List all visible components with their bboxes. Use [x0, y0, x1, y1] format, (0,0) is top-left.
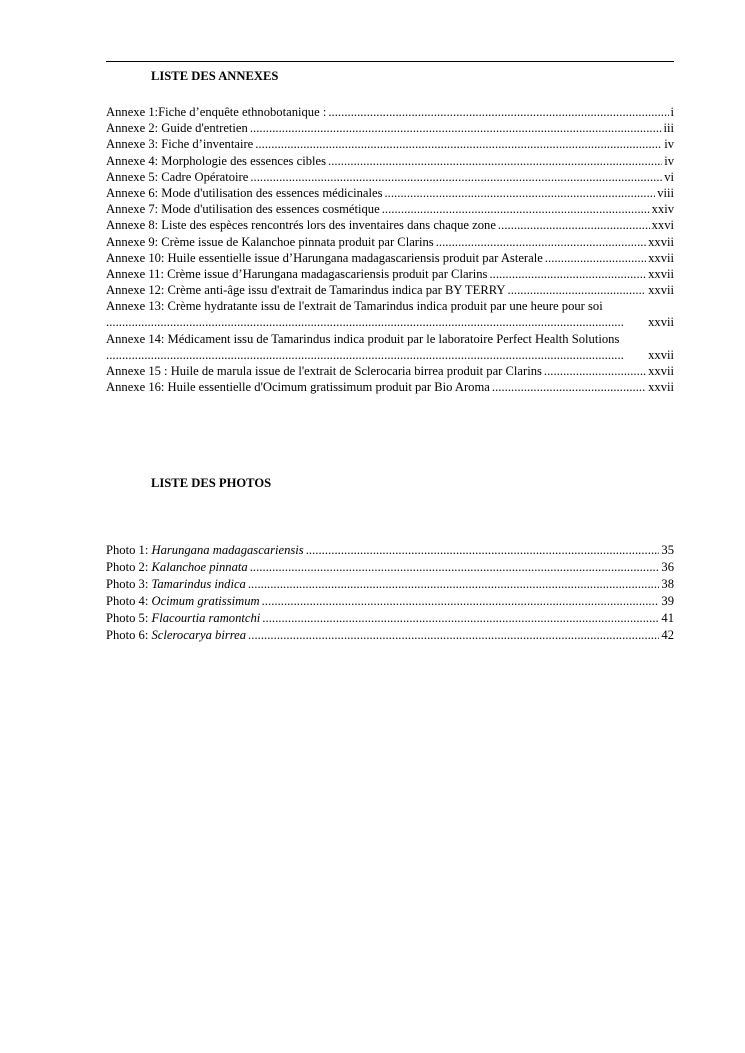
dot-leader [262, 610, 659, 627]
toc-entry-annexe-16[interactable] [106, 379, 674, 395]
dot-leader [492, 379, 646, 395]
toc-entry-annexe-13-continuation[interactable] [106, 314, 674, 330]
toc-entry-annexe-10[interactable] [106, 250, 674, 266]
toc-entry-page: iv [664, 137, 674, 152]
toc-entry-page: 42 [661, 628, 674, 642]
species-name: Sclerocarya birrea [151, 628, 247, 642]
toc-entry-page: 38 [661, 577, 674, 591]
toc-entry-page: 36 [661, 560, 674, 574]
toc-entry-page: vi [664, 169, 674, 184]
toc-entry-photo-3[interactable] [106, 576, 674, 593]
toc-entry-annexe-14[interactable] [106, 331, 674, 347]
photo-prefix: Photo 5: [106, 611, 152, 625]
toc-entry-label: Annexe 2: Guide d'entretien [106, 121, 248, 136]
species-name: Ocimum gratissimum [151, 594, 260, 608]
toc-entry-label: Annexe 12: Crème anti-âge issu d'extrait de Tamarindus indica par BY TERRY [106, 283, 506, 298]
toc-entry-page: xxvii [648, 234, 674, 249]
toc-entry-page: viii [657, 185, 674, 200]
toc-entry-page: 39 [661, 594, 674, 608]
toc-entry-label: Annexe 4: Morphologie des essences cibles [106, 153, 326, 168]
toc-entry-annexe-2[interactable] [106, 120, 674, 136]
toc-entry-label: Annexe 10: Huile essentielle issue d’Harungana madagascariensis produit par Asterale [106, 250, 543, 265]
photo-prefix: Photo 3: [106, 577, 152, 591]
photos-heading: LISTE DES PHOTOS [151, 476, 272, 490]
top-rule [106, 61, 674, 62]
species-name: Flacourtia ramontchi [151, 611, 261, 625]
toc-entry-label [106, 542, 304, 559]
toc-entry-page: xxvi [651, 218, 674, 233]
toc-entry-label: Annexe 3: Fiche d’inventaire [106, 137, 254, 152]
dot-leader [544, 363, 646, 379]
toc-entry-annexe-7[interactable] [106, 201, 674, 217]
toc-entry-label: Annexe 11: Crème issue d’Harungana madagascariensis produit par Clarins [106, 266, 488, 281]
toc-entry-label: Annexe 7: Mode d'utilisation des essences cosmétique [106, 202, 380, 217]
toc-entry-annexe-14-continuation[interactable] [106, 347, 674, 363]
dot-leader [106, 347, 646, 363]
toc-entry-page: xxvii [648, 283, 674, 298]
toc-entry-annexe-9[interactable] [106, 234, 674, 250]
species-name: Kalanchoe pinnata [151, 560, 248, 574]
toc-entry-photo-4[interactable] [106, 593, 674, 610]
toc-entry-page: xxvii [648, 315, 674, 330]
dot-leader [328, 153, 662, 169]
toc-entry-label [106, 610, 260, 627]
photos-list [106, 542, 674, 644]
dot-leader [250, 120, 662, 136]
toc-entry-label [106, 559, 248, 576]
dot-leader [384, 185, 655, 201]
toc-entry-photo-6[interactable] [106, 627, 674, 644]
toc-entry-label: Annexe 15 : Huile de marula issue de l'extrait de Sclerocaria birrea produit par Clarins [106, 364, 542, 378]
toc-entry-label: Annexe 9: Crème issue de Kalanchoe pinnata produit par Clarins [106, 234, 434, 249]
toc-entry-annexe-8[interactable] [106, 217, 674, 233]
toc-entry-page: xxvii [648, 250, 674, 265]
toc-entry-label [106, 627, 246, 644]
dot-leader [250, 169, 662, 185]
toc-entry-photo-5[interactable] [106, 610, 674, 627]
dot-leader [328, 104, 668, 120]
dot-leader [508, 282, 647, 298]
photo-prefix: Photo 4: [106, 594, 152, 608]
dot-leader [250, 559, 660, 576]
species-name: Tamarindus indica [151, 577, 246, 591]
toc-entry-annexe-15[interactable] [106, 363, 674, 379]
photo-prefix: Photo 6: [106, 628, 152, 642]
toc-entry-page: xxiv [651, 202, 674, 217]
dot-leader [498, 217, 650, 233]
toc-entry-page: xxvii [648, 347, 674, 362]
annexes-list [106, 104, 674, 395]
toc-entry-label: Annexe 8: Liste des espèces rencontrés lors des inventaires dans chaque zone [106, 218, 496, 233]
species-name: Harungana madagascariensis [151, 543, 304, 557]
photo-prefix: Photo 2: [106, 560, 152, 574]
toc-entry-label: Annexe 16: Huile essentielle d'Ocimum gratissimum produit par Bio Aroma [106, 380, 490, 395]
toc-entry-page: xxvii [648, 266, 674, 281]
dot-leader [382, 201, 650, 217]
toc-entry-annexe-4[interactable] [106, 153, 674, 169]
toc-entry-page: 35 [661, 543, 674, 557]
toc-entry-page: 41 [661, 611, 674, 625]
dot-leader [255, 136, 662, 152]
toc-entry-label: Annexe 5: Cadre Opératoire [106, 169, 249, 184]
toc-entry-photo-2[interactable] [106, 559, 674, 576]
dot-leader [248, 627, 659, 644]
dot-leader [248, 576, 660, 593]
dot-leader [262, 593, 660, 610]
dot-leader [489, 266, 646, 282]
photo-prefix: Photo 1: [106, 543, 152, 557]
toc-entry-page: i [670, 105, 674, 119]
toc-entry-page: xxvii [648, 364, 674, 378]
toc-entry-label [106, 576, 246, 593]
toc-entry-annexe-13[interactable] [106, 298, 674, 314]
toc-entry-label: Annexe 14: Médicament issu de Tamarindus indica produit par le laboratoire Perfect Health Solutions [106, 331, 620, 346]
toc-entry-page: iv [664, 153, 674, 168]
toc-entry-label: Annexe 1:Fiche d’enquête ethnobotanique : [106, 105, 327, 119]
dot-leader [545, 250, 646, 266]
dot-leader [436, 234, 646, 250]
toc-entry-annexe-11[interactable] [106, 266, 674, 282]
toc-entry-annexe-1[interactable] [106, 104, 674, 120]
toc-entry-annexe-3[interactable] [106, 136, 674, 152]
toc-entry-annexe-12[interactable] [106, 282, 674, 298]
toc-entry-label: Annexe 13: Crème hydratante issu de l'extrait de Tamarindus indica produit par une heure pour soi [106, 299, 603, 314]
annexes-heading: LISTE DES ANNEXES [151, 69, 279, 83]
dot-leader [106, 314, 646, 330]
toc-entry-annexe-6[interactable] [106, 185, 674, 201]
toc-entry-page: xxvii [648, 380, 674, 395]
toc-entry-label: Annexe 6: Mode d'utilisation des essences médicinales [106, 185, 383, 200]
toc-entry-photo-1[interactable] [106, 542, 674, 559]
toc-entry-annexe-5[interactable] [106, 169, 674, 185]
dot-leader [306, 542, 660, 559]
toc-entry-label [106, 593, 260, 610]
toc-entry-page: iii [663, 121, 674, 136]
